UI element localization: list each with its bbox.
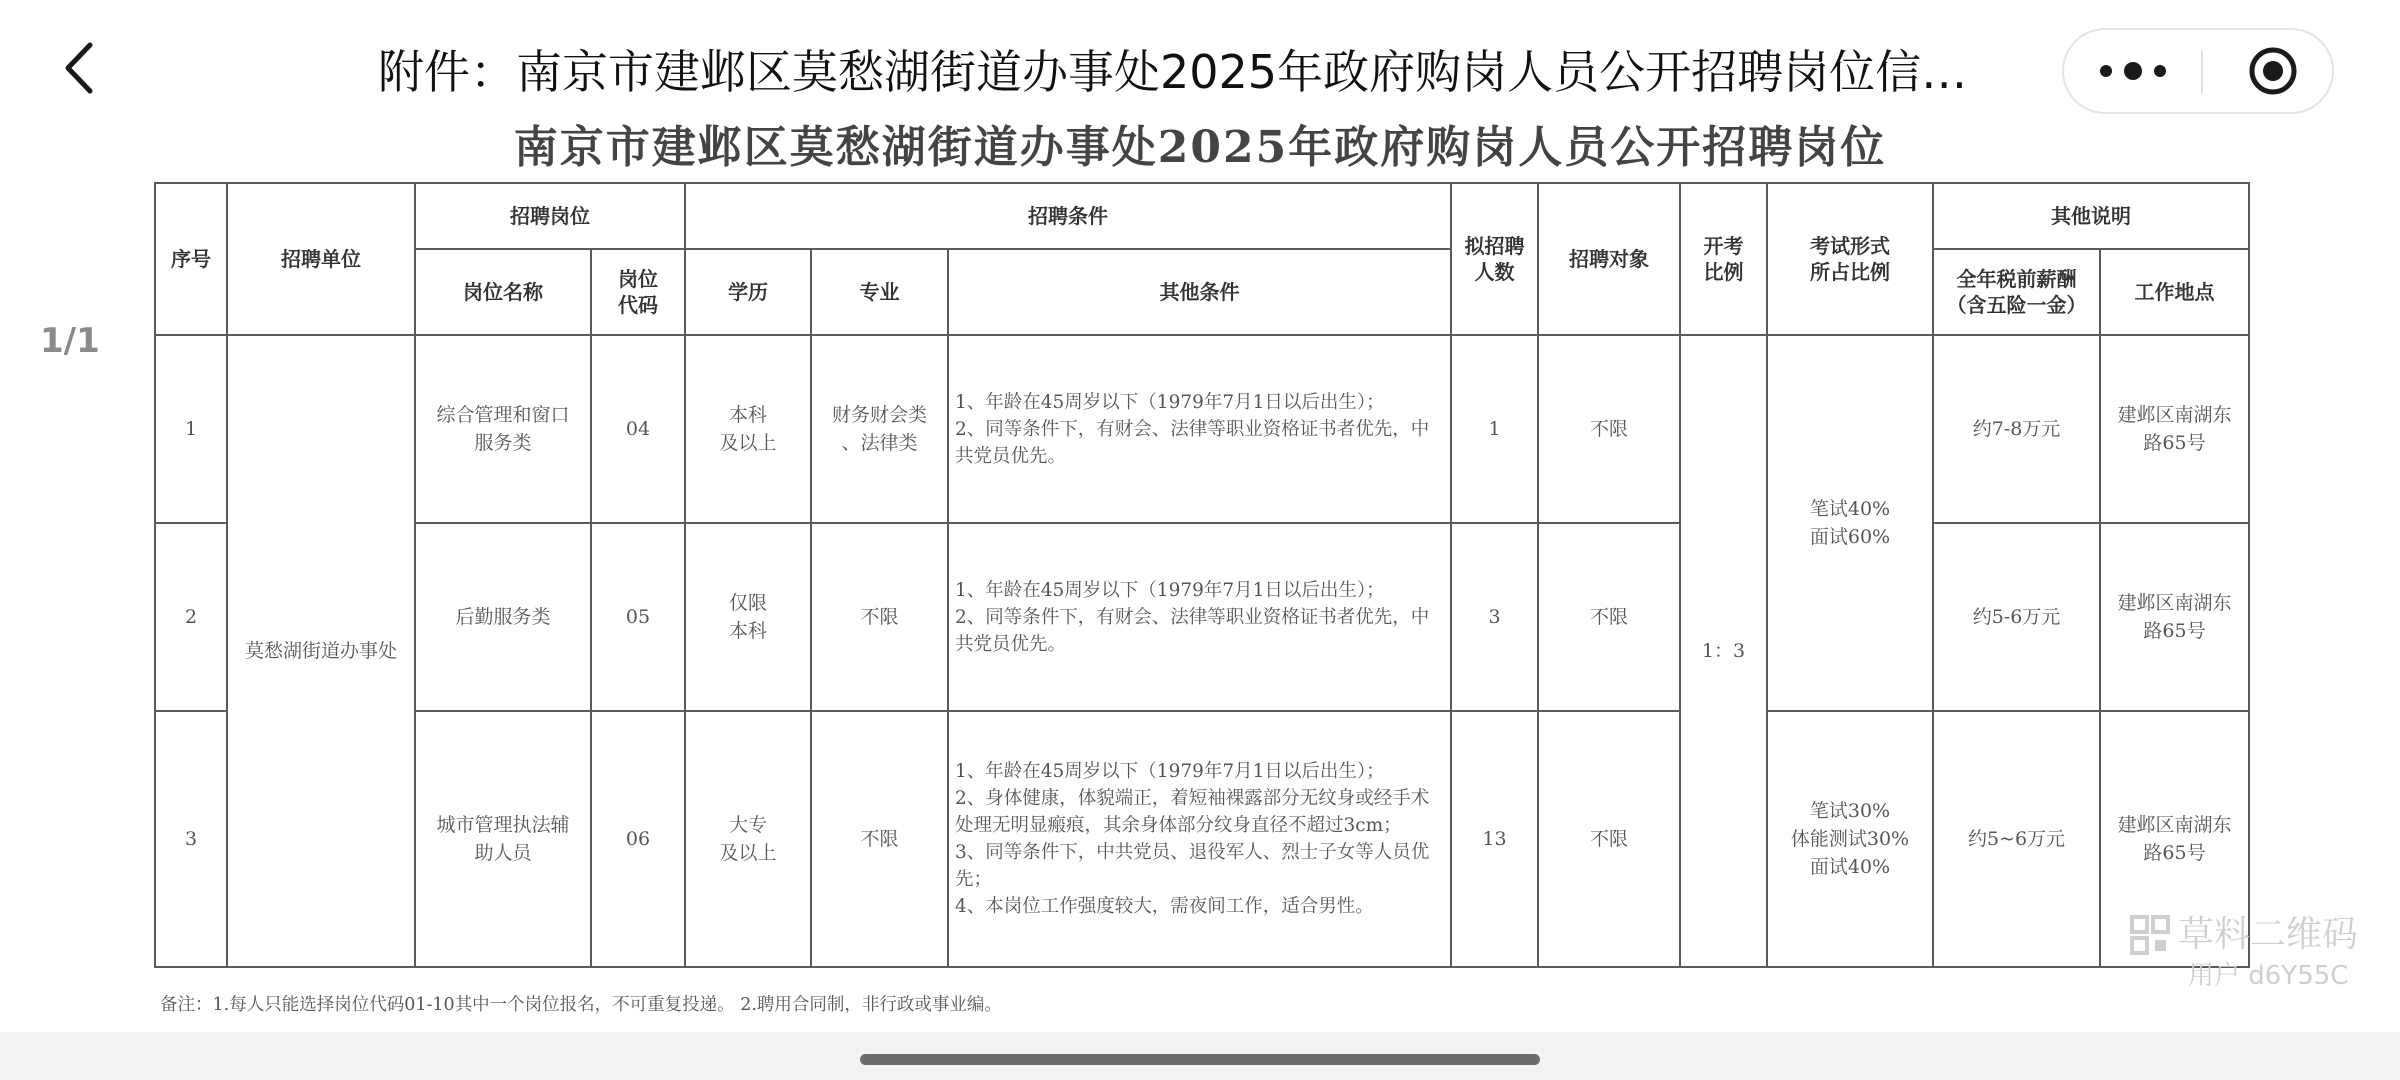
- header-position-code: 岗位 代码: [591, 249, 685, 335]
- document-title: 附件：南京市建邺区莫愁湖街道办事处2025年政府购岗人员公开招聘岗位信…: [378, 45, 1968, 99]
- row-target: 不限: [1538, 523, 1680, 711]
- row-position-code: 06: [591, 711, 685, 967]
- header-conditions-group: 招聘条件: [685, 183, 1451, 249]
- watermark-main-text: 草料二维码: [2178, 914, 2359, 955]
- header-other-conditions: 其他条件: [948, 249, 1451, 335]
- mini-program-capsule: [2062, 28, 2334, 114]
- table-header-row: [155, 183, 2249, 249]
- row-position-code: 04: [591, 335, 685, 523]
- header-seq: 序号: [155, 183, 227, 335]
- row-conditions: 1、年龄在45周岁以下（1979年7月1日以后出生）； 2、身体健康，体貌端正，着短袖裸露部分无纹身或经手术处理无明显瘢痕，其余身体部分纹身直径不超过3cm； 3、同等条件下，中共党员、退役军人、烈士子女等人员优先； 4、本岗位工作强度较大，需夜间工作，适合男性。: [948, 711, 1451, 967]
- row-position-code: 05: [591, 523, 685, 711]
- header-major: 专业: [811, 249, 948, 335]
- close-target-icon: [2224, 40, 2322, 102]
- row-position-name: 后勤服务类: [415, 523, 591, 711]
- row-location: 建邺区南湖东 路65号: [2100, 335, 2249, 523]
- table-row: [155, 335, 2249, 523]
- header-education: 学历: [685, 249, 811, 335]
- row-headcount: 3: [1451, 523, 1538, 711]
- more-options-button[interactable]: [2084, 40, 2182, 102]
- bottom-bar: [0, 1032, 2400, 1080]
- table-footnote: 备注：1.每人只能选择岗位代码01-10其中一个岗位报名，不可重复投递。 2.聘用合同制，非行政或事业编。: [160, 995, 1002, 1015]
- document-heading: 南京市建邺区莫愁湖街道办事处2025年政府购岗人员公开招聘岗位: [513, 122, 1887, 173]
- row-headcount: 1: [1451, 335, 1538, 523]
- row-education: 仅限 本科: [685, 523, 811, 711]
- row-location: 建邺区南湖东 路65号: [2100, 523, 2249, 711]
- row-major: 不限: [811, 711, 948, 967]
- unit-name-cell: 莫愁湖街道办事处: [227, 335, 415, 967]
- ratio-cell: 1：3: [1680, 335, 1767, 967]
- row-seq: 3: [155, 711, 227, 967]
- watermark: [2130, 912, 2370, 994]
- row-location: 建邺区南湖东 路65号: [2100, 711, 2249, 967]
- capsule-divider: [2201, 50, 2203, 94]
- row-seq: 1: [155, 335, 227, 523]
- table-subheader-row: [155, 249, 2249, 335]
- row-education: 本科 及以上: [685, 335, 811, 523]
- row-salary: 约5-6万元: [1933, 523, 2100, 711]
- home-indicator[interactable]: [860, 1054, 1540, 1065]
- row-conditions: 1、年龄在45周岁以下（1979年7月1日以后出生）； 2、同等条件下，有财会、法律等职业资格证书者优先，中共党员优先。: [948, 523, 1451, 711]
- more-dots-icon: [2084, 40, 2182, 102]
- recruitment-table: [154, 182, 2250, 968]
- row-headcount: 13: [1451, 711, 1538, 967]
- qr-grid-icon: [2130, 915, 2170, 955]
- row-exam: 笔试30% 体能测试30% 面试40%: [1767, 711, 1933, 967]
- header-other-group: 其他说明: [1933, 183, 2249, 249]
- header-exam: 考试形式 所占比例: [1767, 183, 1933, 335]
- row-target: 不限: [1538, 335, 1680, 523]
- exam-cell-shared: 笔试40% 面试60%: [1767, 335, 1933, 711]
- row-target: 不限: [1538, 711, 1680, 967]
- back-button[interactable]: [48, 33, 112, 103]
- watermark-sub-text: 用户 d6Y55C: [2188, 961, 2349, 991]
- row-salary: 约5~6万元: [1933, 711, 2100, 967]
- table-row: [155, 711, 2249, 967]
- header-location: 工作地点: [2100, 249, 2249, 335]
- header-headcount: 拟招聘 人数: [1451, 183, 1538, 335]
- header-position-group: 招聘岗位: [415, 183, 685, 249]
- header-ratio: 开考 比例: [1680, 183, 1767, 335]
- header-unit: 招聘单位: [227, 183, 415, 335]
- row-conditions: 1、年龄在45周岁以下（1979年7月1日以后出生）； 2、同等条件下，有财会、法律等职业资格证书者优先，中共党员优先。: [948, 335, 1451, 523]
- row-position-name: 城市管理执法辅 助人员: [415, 711, 591, 967]
- back-arrow-icon: [48, 33, 112, 103]
- row-major: 财务财会类 、法律类: [811, 335, 948, 523]
- row-salary: 约7-8万元: [1933, 335, 2100, 523]
- table-row: [155, 523, 2249, 711]
- page-indicator: 1/1: [40, 321, 100, 361]
- row-major: 不限: [811, 523, 948, 711]
- row-position-name: 综合管理和窗口 服务类: [415, 335, 591, 523]
- close-button[interactable]: [2224, 40, 2322, 102]
- header-position-name: 岗位名称: [415, 249, 591, 335]
- header-salary: 全年税前薪酬 （含五险一金）: [1933, 249, 2100, 335]
- row-education: 大专 及以上: [685, 711, 811, 967]
- row-seq: 2: [155, 523, 227, 711]
- header-target: 招聘对象: [1538, 183, 1680, 335]
